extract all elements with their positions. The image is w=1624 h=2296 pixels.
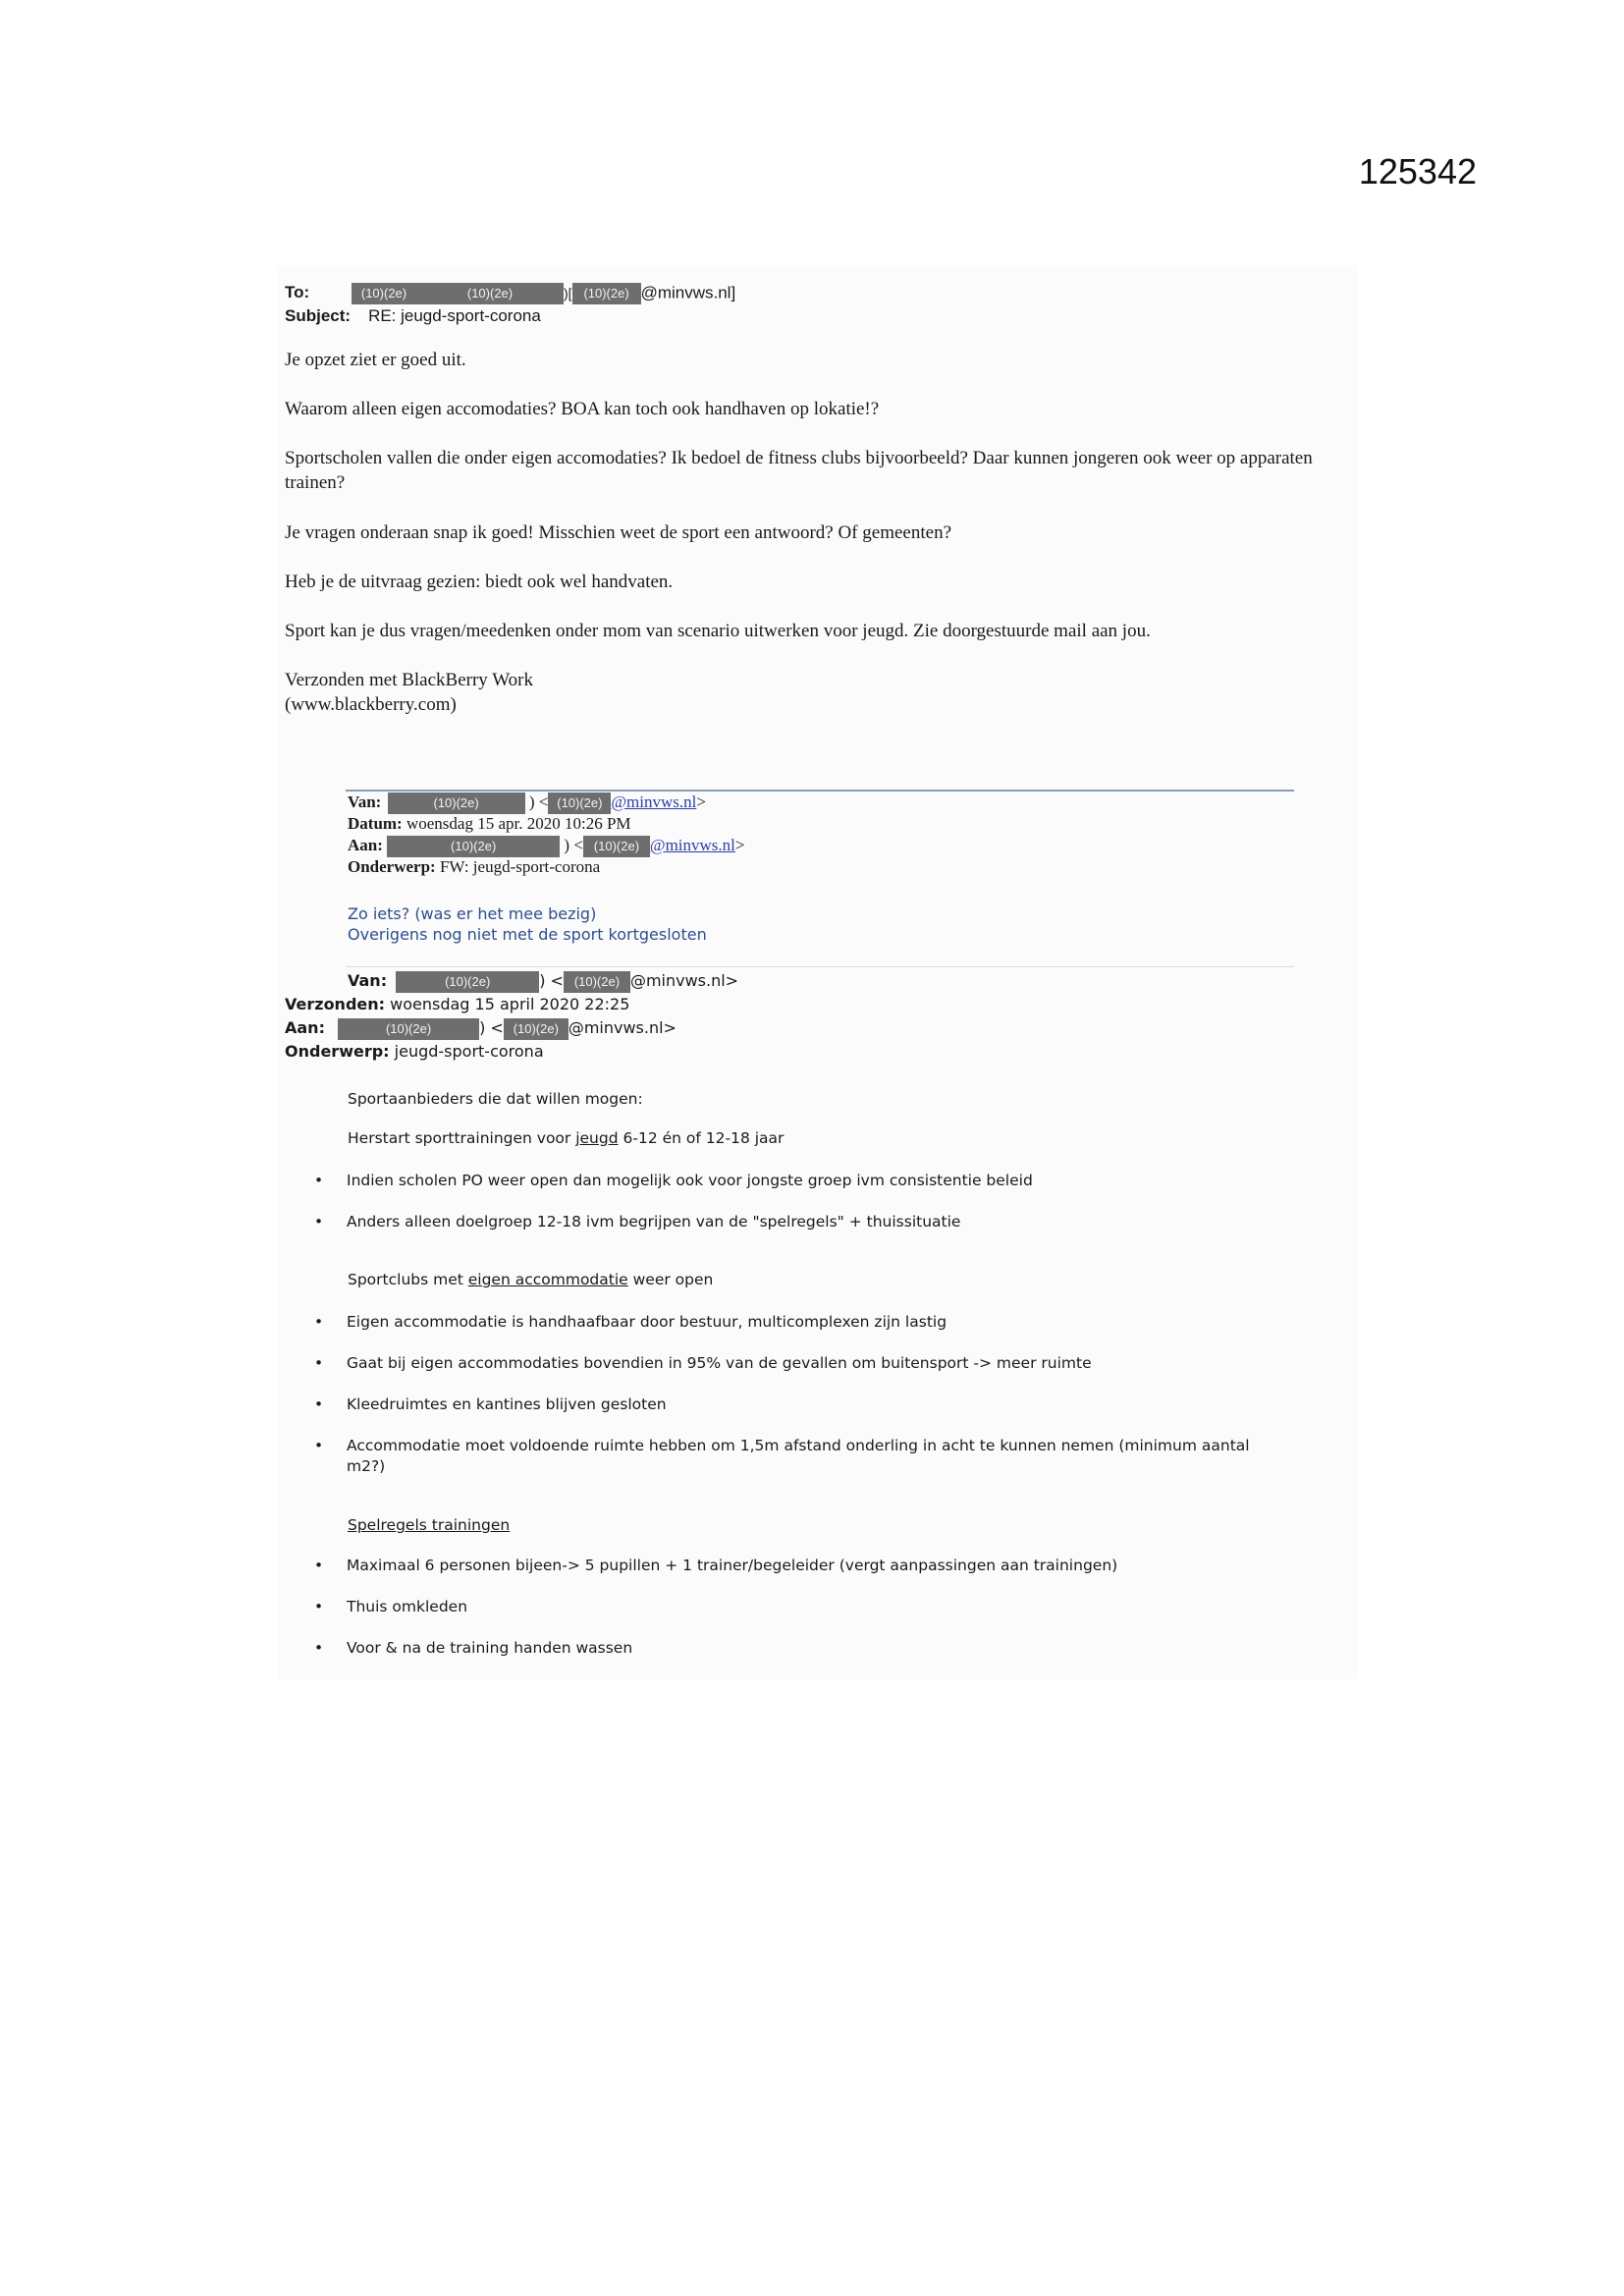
redaction: (10)(2e) (548, 793, 611, 814)
spelregels-heading: Spelregels trainingen (348, 1516, 511, 1534)
redaction: (10)(2e) (583, 836, 650, 857)
redaction: (10)(2e) (572, 283, 641, 304)
document-number: 125342 (1358, 151, 1477, 191)
signature-line: Verzonden met BlackBerry Work (285, 670, 533, 690)
forward-divider (346, 966, 1294, 967)
sportclubs-line: Sportclubs met eigen accommodatie weer open (348, 1271, 714, 1288)
reply-paragraph: Je vragen onderaan snap ik goed! Misschien weet de sport een antwoord? Of gemeenten? (285, 522, 951, 543)
signature-link: (www.blackberry.com) (285, 694, 457, 715)
quoted-note: Zo iets? (was er het mee bezig) (348, 904, 597, 923)
subject-line (285, 306, 541, 326)
quoted-onderwerp-line: Onderwerp: FW: jeugd-sport-corona (348, 857, 601, 876)
forwarded-aan-line: Aan: (10)(2e) ) < (10)(2e) @minvws.nl> (285, 1017, 677, 1040)
quoted-note: Overigens nog niet met de sport kortgesloten (348, 925, 707, 944)
quoted-aan-line: Aan: (10)(2e) ) < (10)(2e) @minvws.nl> (348, 835, 744, 857)
to-suffix: @minvws.nl] (640, 283, 736, 302)
reply-paragraph: Sportscholen vallen die onder eigen accomodaties? Ik bedoel de fitness clubs bijvoorbeeld? Daar kunnen jongeren ook weer op apparaten trainen? (285, 448, 1313, 493)
redaction: (10)(2e) (504, 1018, 568, 1040)
forwarded-onderwerp-line: Onderwerp: jeugd-sport-corona (285, 1042, 544, 1061)
redaction: (10)(2e) (352, 283, 416, 304)
quoted-datum-line: Datum: woensdag 15 apr. 2020 10:26 PM (348, 814, 631, 833)
reply-paragraph: Waarom alleen eigen accomodaties? BOA kan toch ook handhaven op lokatie!? (285, 399, 880, 419)
herstart-line: Herstart sporttrainingen voor jeugd 6-12 én of 12-18 jaar (348, 1129, 785, 1147)
redaction: (10)(2e) (396, 971, 539, 993)
intro-line: Sportaanbieders die dat willen mogen: (348, 1090, 643, 1108)
subject-value: RE: jeugd-sport-corona (368, 306, 541, 325)
redaction: (10)(2e) (388, 793, 525, 814)
redaction: (10)(2e) (387, 836, 560, 857)
to-label: To: (285, 283, 310, 302)
subject-label: Subject: (285, 306, 352, 325)
reply-paragraph: Sport kan je dus vragen/meedenken onder mom van scenario uitwerken voor jeugd. Zie doorgestuurde mail aan jou. (285, 621, 1151, 641)
forwarded-van-line: Van: (10)(2e) ) < (10)(2e) @minvws.nl> (348, 970, 738, 993)
reply-paragraph: Je opzet ziet er goed uit. (285, 350, 466, 370)
redaction: (10)(2e) (564, 971, 630, 993)
redaction: (10)(2e) (416, 283, 564, 304)
forwarded-verzonden-line: Verzonden: woensdag 15 april 2020 22:25 (285, 995, 630, 1013)
reply-paragraph: Heb je de uitvraag gezien: biedt ook wel handvaten. (285, 572, 674, 592)
to-line: To: (10)(2e) (10)(2e) )[ (10)(2e) @minvws.nl] (285, 283, 735, 304)
email-link[interactable]: @minvws.nl (611, 793, 697, 811)
quoted-van-line: Van: (10)(2e) ) < (10)(2e) @minvws.nl> (348, 792, 706, 814)
email-link[interactable]: @minvws.nl (649, 836, 735, 854)
redaction: (10)(2e) (338, 1018, 479, 1040)
